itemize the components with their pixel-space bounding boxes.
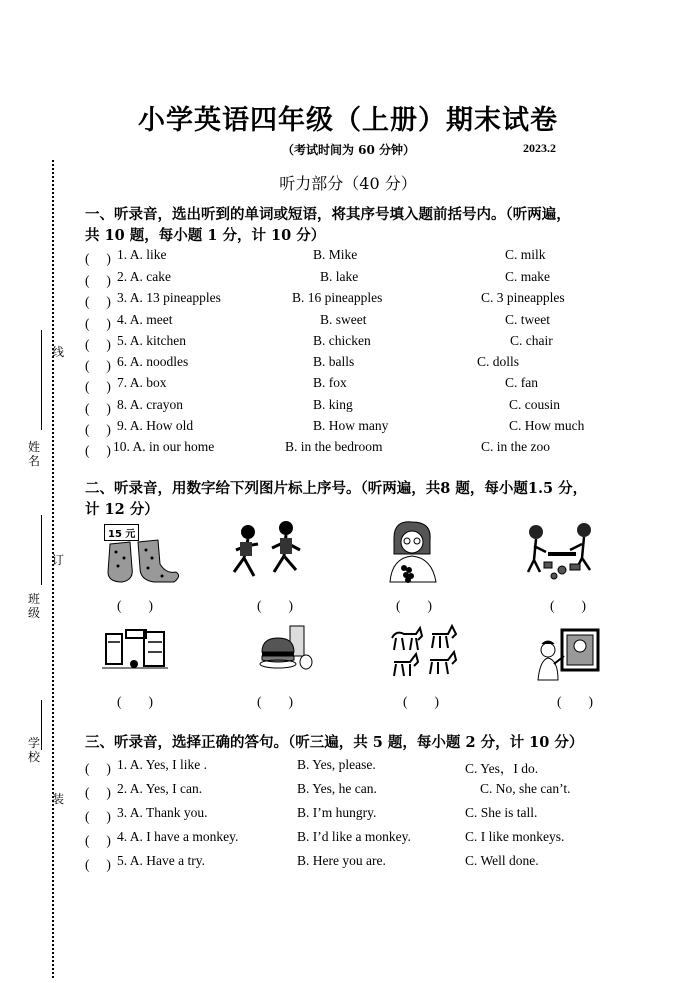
- person-frame-icon: [534, 626, 604, 682]
- section1-heading: [85, 204, 571, 246]
- option-b: B. king: [313, 397, 353, 412]
- option-a: 3. A. Thank you.: [117, 805, 208, 820]
- option-a: 4. A. I have a monkey.: [117, 829, 239, 844]
- option-b: B. Yes, he can.: [297, 781, 377, 796]
- answer-bracket[interactable]: ( ): [85, 379, 111, 394]
- answer-bracket[interactable]: ( ): [257, 598, 293, 613]
- option-c: C. dolls: [477, 354, 520, 369]
- answer-bracket[interactable]: ( ): [403, 694, 439, 709]
- option-c: C. in the zoo: [481, 439, 550, 454]
- option-c: C. chair: [510, 333, 553, 348]
- name-label: 姓名: [28, 440, 41, 468]
- section1-heading-line2: 共 10 题，每小题 1 分，计 10 分）: [85, 227, 326, 244]
- price-tag: 15 元: [104, 524, 139, 541]
- option-a: 2. A. Yes, I can.: [117, 781, 203, 796]
- option-b: B. Yes, please.: [297, 757, 376, 772]
- option-b: B. fox: [313, 375, 347, 390]
- option-c: C. Yes，I do.: [465, 761, 539, 776]
- option-b: B. How many: [313, 418, 389, 433]
- answer-bracket[interactable]: ( ): [85, 443, 111, 458]
- option-c: C. I like monkeys.: [465, 829, 565, 844]
- answer-bracket[interactable]: ( ): [85, 337, 111, 352]
- burger-drink-icon: [256, 622, 314, 672]
- answer-bracket[interactable]: ( ): [85, 316, 111, 331]
- section2-heading-line1: 二、听录音，用数字给下列图片标上序号。（听两遍，共8 题，每小题1.5 分，: [85, 480, 588, 497]
- answer-bracket[interactable]: ( ): [85, 857, 111, 872]
- option-a: 10. A. in our home: [113, 439, 215, 454]
- part-heading: 听力部分（40 分）: [279, 174, 417, 193]
- name-underline: [41, 330, 42, 430]
- running-kids-icon: [230, 520, 312, 584]
- option-b: B. in the bedroom: [285, 439, 383, 454]
- option-b: B. 16 pineapples: [292, 290, 383, 305]
- room-ball-icon: [100, 628, 170, 676]
- option-c: C. 3 pineapples: [481, 290, 565, 305]
- answer-bracket[interactable]: ( ): [117, 598, 153, 613]
- option-b: B. Here you are.: [297, 853, 386, 868]
- answer-bracket[interactable]: ( ): [257, 694, 293, 709]
- woman-grapes-icon: [380, 520, 444, 584]
- horses-icon: [386, 624, 470, 680]
- option-c: C. milk: [505, 247, 546, 262]
- option-c: C. No, she can’t.: [480, 781, 571, 796]
- answer-bracket[interactable]: ( ): [85, 273, 111, 288]
- class-underline: [41, 515, 42, 585]
- answer-bracket[interactable]: ( ): [85, 761, 111, 776]
- section1-heading-line1: 一、听录音，选出听到的单词或短语，将其序号填入题前括号内。（听两遍，: [85, 206, 571, 223]
- option-c: C. How much: [509, 418, 585, 433]
- option-c: C. make: [505, 269, 550, 284]
- option-a: 4. A. meet: [117, 312, 173, 327]
- class-label: 班级: [28, 592, 41, 620]
- option-c: C. tweet: [505, 312, 550, 327]
- section3-heading: 三、听录音，选择正确的答句。（听三遍，共 5 题，每小题 2 分，计 10 分）: [85, 734, 584, 751]
- exam-date: 2023.2: [523, 141, 556, 155]
- answer-bracket[interactable]: ( ): [85, 785, 111, 800]
- answer-bracket[interactable]: ( ): [396, 598, 432, 613]
- option-b: B. sweet: [320, 312, 367, 327]
- option-a: 7. A. box: [117, 375, 167, 390]
- answer-bracket[interactable]: ( ): [85, 294, 111, 309]
- option-b: B. balls: [313, 354, 355, 369]
- answer-bracket[interactable]: ( ): [550, 598, 586, 613]
- answer-bracket[interactable]: ( ): [117, 694, 153, 709]
- socks-picture: [100, 524, 184, 586]
- option-b: B. I’d like a monkey.: [297, 829, 411, 844]
- option-a: 2. A. cake: [117, 269, 171, 284]
- page-title: 小学英语四年级（上册）期末试卷: [138, 105, 558, 136]
- option-c: C. cousin: [509, 397, 561, 412]
- binding-line-char: 线: [52, 345, 65, 359]
- answer-bracket[interactable]: ( ): [85, 833, 111, 848]
- binding-seal-char: 装: [52, 792, 65, 806]
- option-a: 5. A. Have a try.: [117, 853, 205, 868]
- option-b: B. lake: [320, 269, 359, 284]
- binding-dotted-line: [52, 160, 54, 978]
- option-b: B. Mike: [313, 247, 358, 262]
- answer-bracket[interactable]: ( ): [85, 358, 111, 373]
- answer-bracket[interactable]: ( ): [85, 251, 111, 266]
- option-c: C. Well done.: [465, 853, 539, 868]
- school-label: 学校: [28, 736, 41, 764]
- socks-icon: [100, 524, 184, 586]
- option-a: 5. A. kitchen: [117, 333, 186, 348]
- option-a: 1. A. like: [117, 247, 167, 262]
- answer-bracket[interactable]: ( ): [85, 809, 111, 824]
- option-b: B. I’m hungry.: [297, 805, 377, 820]
- answer-bracket[interactable]: ( ): [85, 401, 111, 416]
- option-c: C. fan: [505, 375, 538, 390]
- option-a: 8. A. crayon: [117, 397, 183, 412]
- section2-heading: [85, 478, 587, 520]
- binding-bind-char: 订: [52, 553, 65, 567]
- option-b: B. chicken: [313, 333, 371, 348]
- option-a: 1. A. Yes, I like .: [117, 757, 208, 772]
- exam-time: （考试时间为 60 分钟）: [282, 143, 416, 157]
- kids-toys-icon: [522, 520, 598, 582]
- option-a: 3. A. 13 pineapples: [117, 290, 221, 305]
- option-c: C. She is tall.: [465, 805, 538, 820]
- section2-heading-line2: 计 12 分）: [85, 501, 159, 518]
- option-a: 6. A. noodles: [117, 354, 189, 369]
- answer-bracket[interactable]: ( ): [85, 422, 111, 437]
- answer-bracket[interactable]: ( ): [557, 694, 593, 709]
- option-a: 9. A. How old: [117, 418, 194, 433]
